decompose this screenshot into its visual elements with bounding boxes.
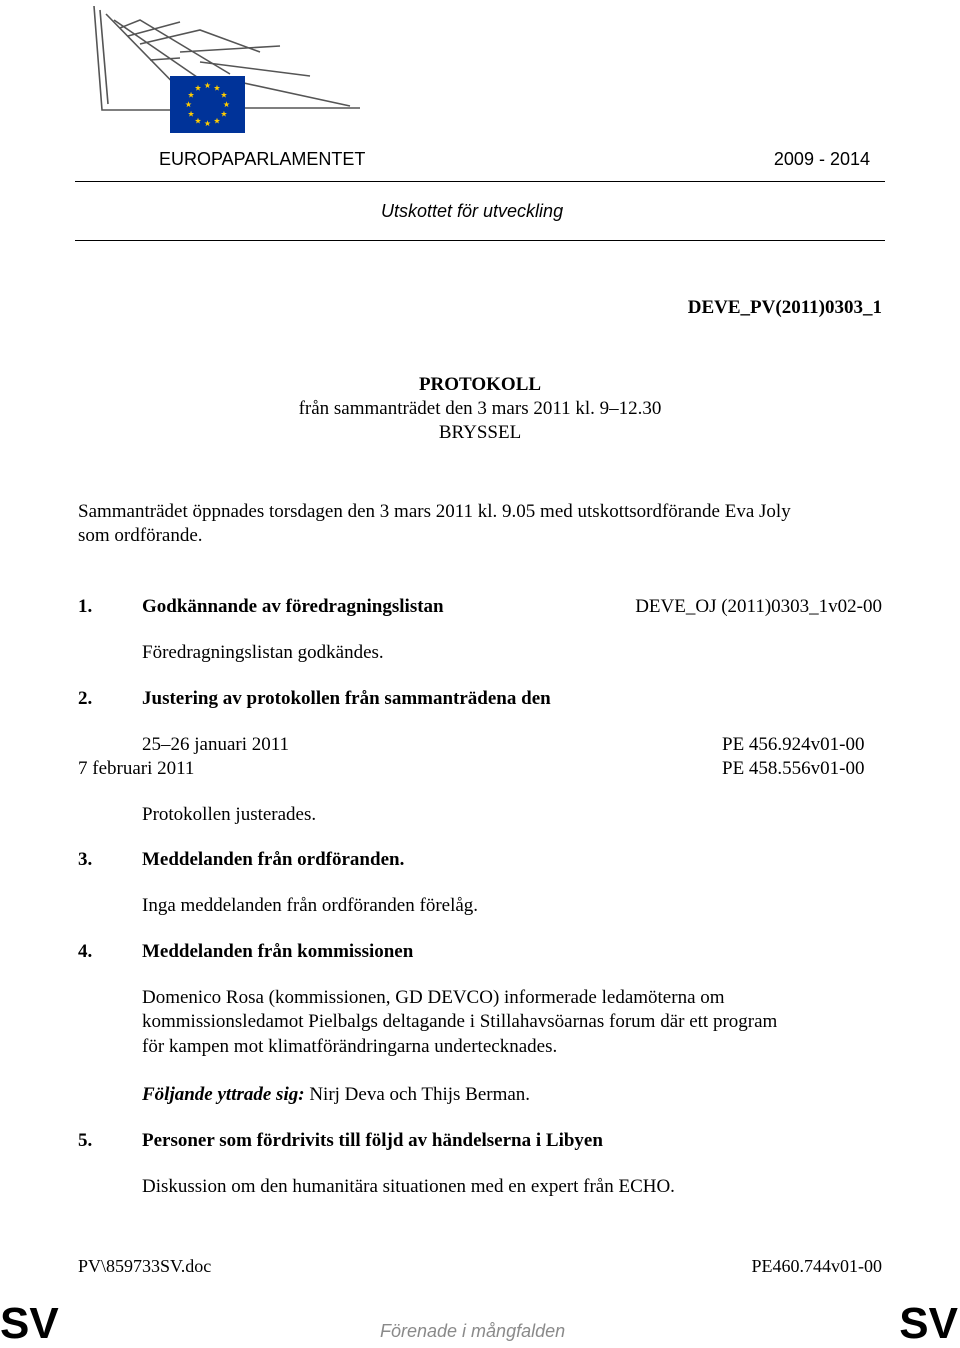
- minutes-ref-1: PE 456.924v01-00: [722, 734, 865, 755]
- item-1-number: 1.: [78, 596, 93, 617]
- item-3-heading: Meddelanden från ordföranden.: [142, 849, 405, 870]
- language-code-right: SV: [899, 1299, 958, 1348]
- opening-line-2: som ordförande.: [78, 525, 203, 546]
- item-5-number: 5.: [78, 1130, 93, 1151]
- item-4-text-line-2: kommissionsledamot Pielbalgs deltagande i Stillahavsöarnas forum där ett program: [142, 1011, 778, 1032]
- item-4-number: 4.: [78, 941, 93, 962]
- speakers-line: [142, 1083, 530, 1107]
- title-block: [0, 373, 960, 445]
- item-5-heading: Personer som fördrivits till följd av händelserna i Libyen: [142, 1130, 603, 1151]
- item-4-text-line-3: för kampen mot klimatförändringarna undertecknades.: [142, 1036, 558, 1057]
- minutes-date-1: 25–26 januari 2011: [142, 734, 290, 755]
- item-2-number: 2.: [78, 688, 93, 709]
- item-4-heading: Meddelanden från kommissionen: [142, 941, 414, 962]
- minutes-date-2: 7 februari 2011: [78, 758, 195, 779]
- item-5-text: Diskussion om den humanitära situationen med en expert från ECHO.: [142, 1176, 675, 1197]
- item-4-text-line-1: Domenico Rosa (kommissionen, GD DEVCO) informerade ledamöterna om: [142, 987, 725, 1008]
- opening-line-1: Sammanträdet öppnades torsdagen den 3 mars 2011 kl. 9.05 med utskottsordförande Eva Joly: [78, 501, 791, 522]
- footer-file-name: PV\859733SV.doc: [78, 1256, 212, 1276]
- item-2-text: Protokollen justerades.: [142, 804, 317, 825]
- language-code-left: SV: [0, 1299, 59, 1348]
- eu-motto: Förenade i mångfalden: [380, 1321, 566, 1341]
- speakers-label: Följande yttrade sig:: [142, 1084, 305, 1105]
- footer-pe-reference: PE460.744v01-00: [751, 1256, 882, 1276]
- item-3-text: Inga meddelanden från ordföranden förelåg.: [142, 895, 479, 916]
- committee-name: Utskottet för utveckling: [381, 201, 564, 221]
- item-3-number: 3.: [78, 849, 93, 870]
- document-title: PROTOKOLL: [418, 374, 542, 395]
- speakers-names: Nirj Deva och Thijs Berman.: [309, 1084, 531, 1105]
- item-2-heading: Justering av protokollen från sammanträdena den: [142, 688, 551, 709]
- document-reference: DEVE_PV(2011)0303_1: [687, 297, 882, 318]
- item-1-text: Föredragningslistan godkändes.: [142, 642, 384, 663]
- header-rule-top: [75, 181, 885, 182]
- parliamentary-term: 2009 - 2014: [773, 149, 870, 169]
- item-1-heading: Godkännande av föredragningslistan: [142, 596, 444, 617]
- meeting-place: BRYSSEL: [438, 422, 522, 443]
- minutes-ref-2: PE 458.556v01-00: [722, 758, 865, 779]
- institution-name: EUROPAPARLAMENTET: [159, 149, 366, 169]
- header-rule-bottom: [75, 240, 885, 241]
- item-1-reference: DEVE_OJ (2011)0303_1v02-00: [635, 596, 882, 617]
- meeting-subtitle: från sammanträdet den 3 mars 2011 kl. 9–12.30: [298, 398, 662, 419]
- european-parliament-logo: [80, 0, 370, 140]
